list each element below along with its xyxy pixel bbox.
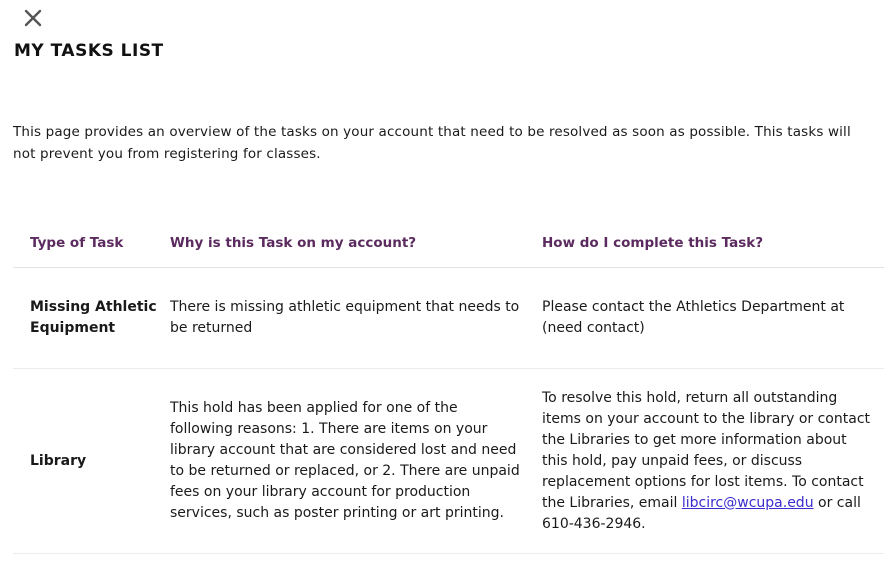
close-icon bbox=[22, 7, 44, 29]
table-row bbox=[13, 369, 884, 554]
page-title: MY TASKS LIST bbox=[14, 41, 164, 61]
header-how: How do I complete this Task? bbox=[542, 220, 884, 268]
task-type-cell: Missing Athletic Equipment bbox=[13, 268, 170, 369]
task-how-cell bbox=[542, 369, 884, 554]
header-type-of-task: Type of Task bbox=[13, 220, 170, 268]
library-email-link[interactable]: libcirc@wcupa.edu bbox=[681, 494, 814, 511]
task-why-cell: This hold has been applied for one of the following reasons: 1. There are items on your library account that are considered lost and need to be returned or replaced, or 2. There are unpaid fees on your library account for production services, such as poster printing or art printing. bbox=[170, 369, 542, 554]
task-type-cell: Library bbox=[13, 369, 170, 554]
table-row bbox=[13, 268, 884, 369]
task-why-cell: There is missing athletic equipment that needs to be returned bbox=[170, 268, 542, 369]
task-how-cell: Please contact the Athletics Department at (need contact) bbox=[542, 268, 884, 369]
how-text-after: or call 610-436-2946. bbox=[542, 494, 861, 532]
table-header-row bbox=[13, 220, 884, 268]
close-button[interactable] bbox=[22, 7, 44, 29]
intro-text: This page provides an overview of the tasks on your account that need to be resolved as soon as possible. This tasks will not prevent you from registering for classes. bbox=[13, 124, 851, 162]
tasks-table bbox=[13, 220, 884, 554]
how-text-before: To resolve this hold, return all outstanding items on your account to the library or contact the Libraries to get more information about this hold, pay unpaid fees, or discuss replacement options for lost items. To contact the Libraries, email bbox=[542, 389, 871, 511]
header-why: Why is this Task on my account? bbox=[170, 220, 542, 268]
